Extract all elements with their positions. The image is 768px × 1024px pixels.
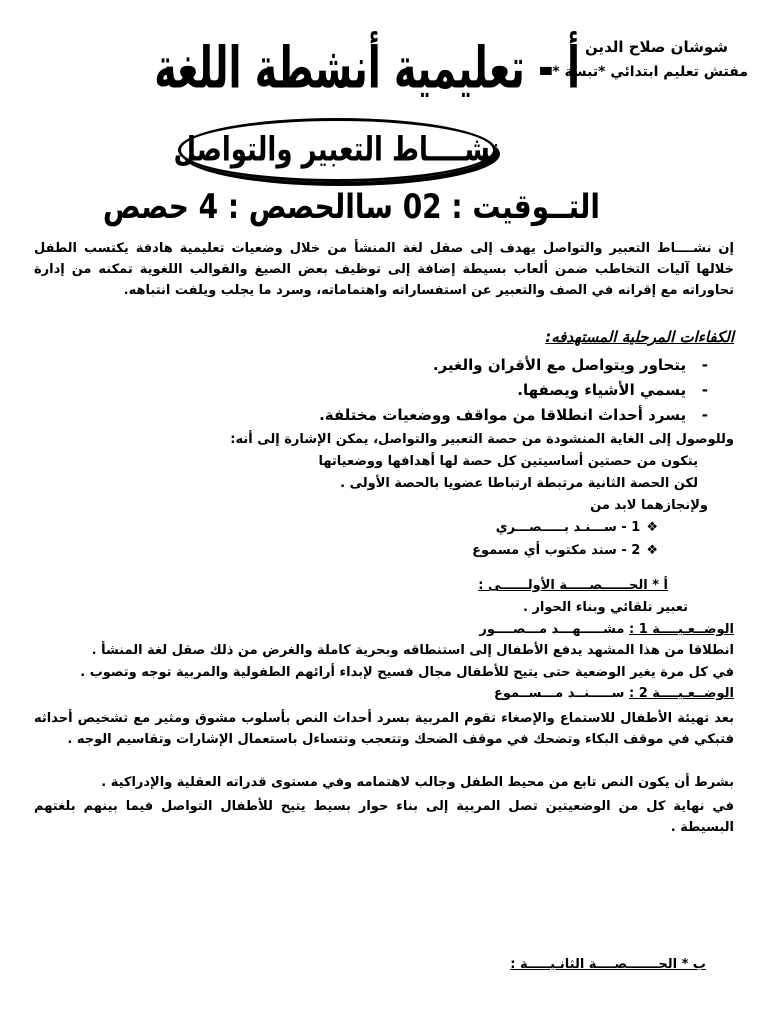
competency-item [319,406,708,424]
author-name: شوشان صلاح الدين [584,38,728,56]
situation-1-text-2: في كل مرة يغير الوضعية حتى يتيح للأطفال مجال فسيح لإبداء أرائهم الطفولية والمربية توجه وتصوب . [80,665,734,680]
dash-icon: - [686,381,708,399]
situation-2-text: بعد تهيئة الأطفال للاستماع والإصغاء تقوم المربية بسرد أحداث النص بأسلوب مشوق ومثير مع تشخيص أحداثه فتبكي في موقف البكاء وتضحك في موقف الضحك وتتعجب وتتساءل باستعمال الإشارات وتقاسيم الوجه . [34,711,734,747]
first-session-label: أ * الحــــــصـــــة الأولــــــى : [478,578,668,593]
competencies-heading: الكفاءات المرحلية المستهدفه: [545,328,734,346]
competency-text: يسرد أحداث انطلاقا من مواقف ووضعيات مختلفة. [319,406,687,424]
main-title: أ - تعليمية أنشطة اللغة [154,35,580,101]
oval-title-text: نشــــاط التعبير والتواصل [173,130,501,170]
competency-item [433,356,708,374]
second-session-label [510,957,706,972]
competency-text: يتحاور ويتواصل مع الأقران والغير. [432,356,687,374]
goal-line-2: يتكون من حصتين أساسيتين كل حصة لها أهدافها ووضعياتها [318,454,698,469]
condition-text: بشرط أن يكون النص تابع من محيط الطفل وجالب لاهتمامه وفي مستوى قدراته العقلية والإدراكية . [101,775,734,790]
situation-2-label: الوضــعـيــــة 2 : [629,686,734,701]
support-item-1 [496,520,658,535]
situation-1-heading [479,622,734,637]
dash-icon: - [686,356,708,374]
dash-icon: - [686,406,708,424]
support-item-2 [472,543,658,558]
situation-1-text: انطلاقا من هذا المشهد يدفع الأطفال إلى استنطاقه وبحرية كاملة والغرض من ذلك صقل لغة المنشأ . [91,643,734,658]
competency-item [517,381,708,399]
diamond-bullet-icon: ❖ [646,543,658,558]
final-text: في نهاية كل من الوضعيتين تصل المربية إلى بناء حوار بسيط يتيح للأطفال التواصل فيما بينهم بلغتهم البسيطة . [34,799,734,835]
timing-text: التــوقيت : 02 سا [354,186,600,227]
timing-row [102,186,600,227]
competency-text: يسمي الأشياء ويصفها. [517,381,687,399]
intro-paragraph: إن نشــــاط التعبير والتواصل يهدف إلى صقل لغة المنشأ من خلال وضعيات تعليمية هادفة يكتسب الطفل خلالها آليات التخاطب ضمن ألعاب بسيطة إضافة إلى توظيف بعض الصيغ والقوالب اللغوية تمكنه من إدارة تحاوراته مع إقرانه في الصف والتعبير عن استفساراته واهتماماته، وسرد ما يجلب ويلفت انتباهه. [34,241,734,298]
inspector-line: مفتش تعليم ابتدائي *تبسة * [552,64,748,80]
sessions-text: الحصص : 4 حصص [102,186,355,227]
diamond-bullet-icon: ❖ [646,520,658,535]
goal-line-1: وللوصول إلى الغاية المنشودة من حصة التعبير والتواصل، يمكن الإشارة إلى أنه: [230,432,734,447]
first-session-subtitle: تعبير تلقائي وبناء الحوار . [522,600,688,615]
goal-line-3: لكن الحصة الثانية مرتبطة ارتباطا عضويا بالحصة الأولى . [340,476,698,491]
support-text: 1 - ســـنـد بـــــصـــري [495,520,641,535]
second-session-label-text: ب * الحـــــــصــــة الثانـيـــــة : [510,957,706,972]
activity-oval-title [173,118,501,182]
goal-line-4: ولإنجازهما لابد من [590,498,708,513]
support-text: 2 - سند مكتوب أي مسموع [472,543,641,558]
situation-1-title: مشـــــهـــد مـــصــــور [479,622,625,637]
situation-1-label: الوضــعـيــــة 1 : [629,622,734,637]
situation-2-heading [494,686,734,701]
situation-2-title: ســـــنــد مـــســموع [493,686,625,701]
